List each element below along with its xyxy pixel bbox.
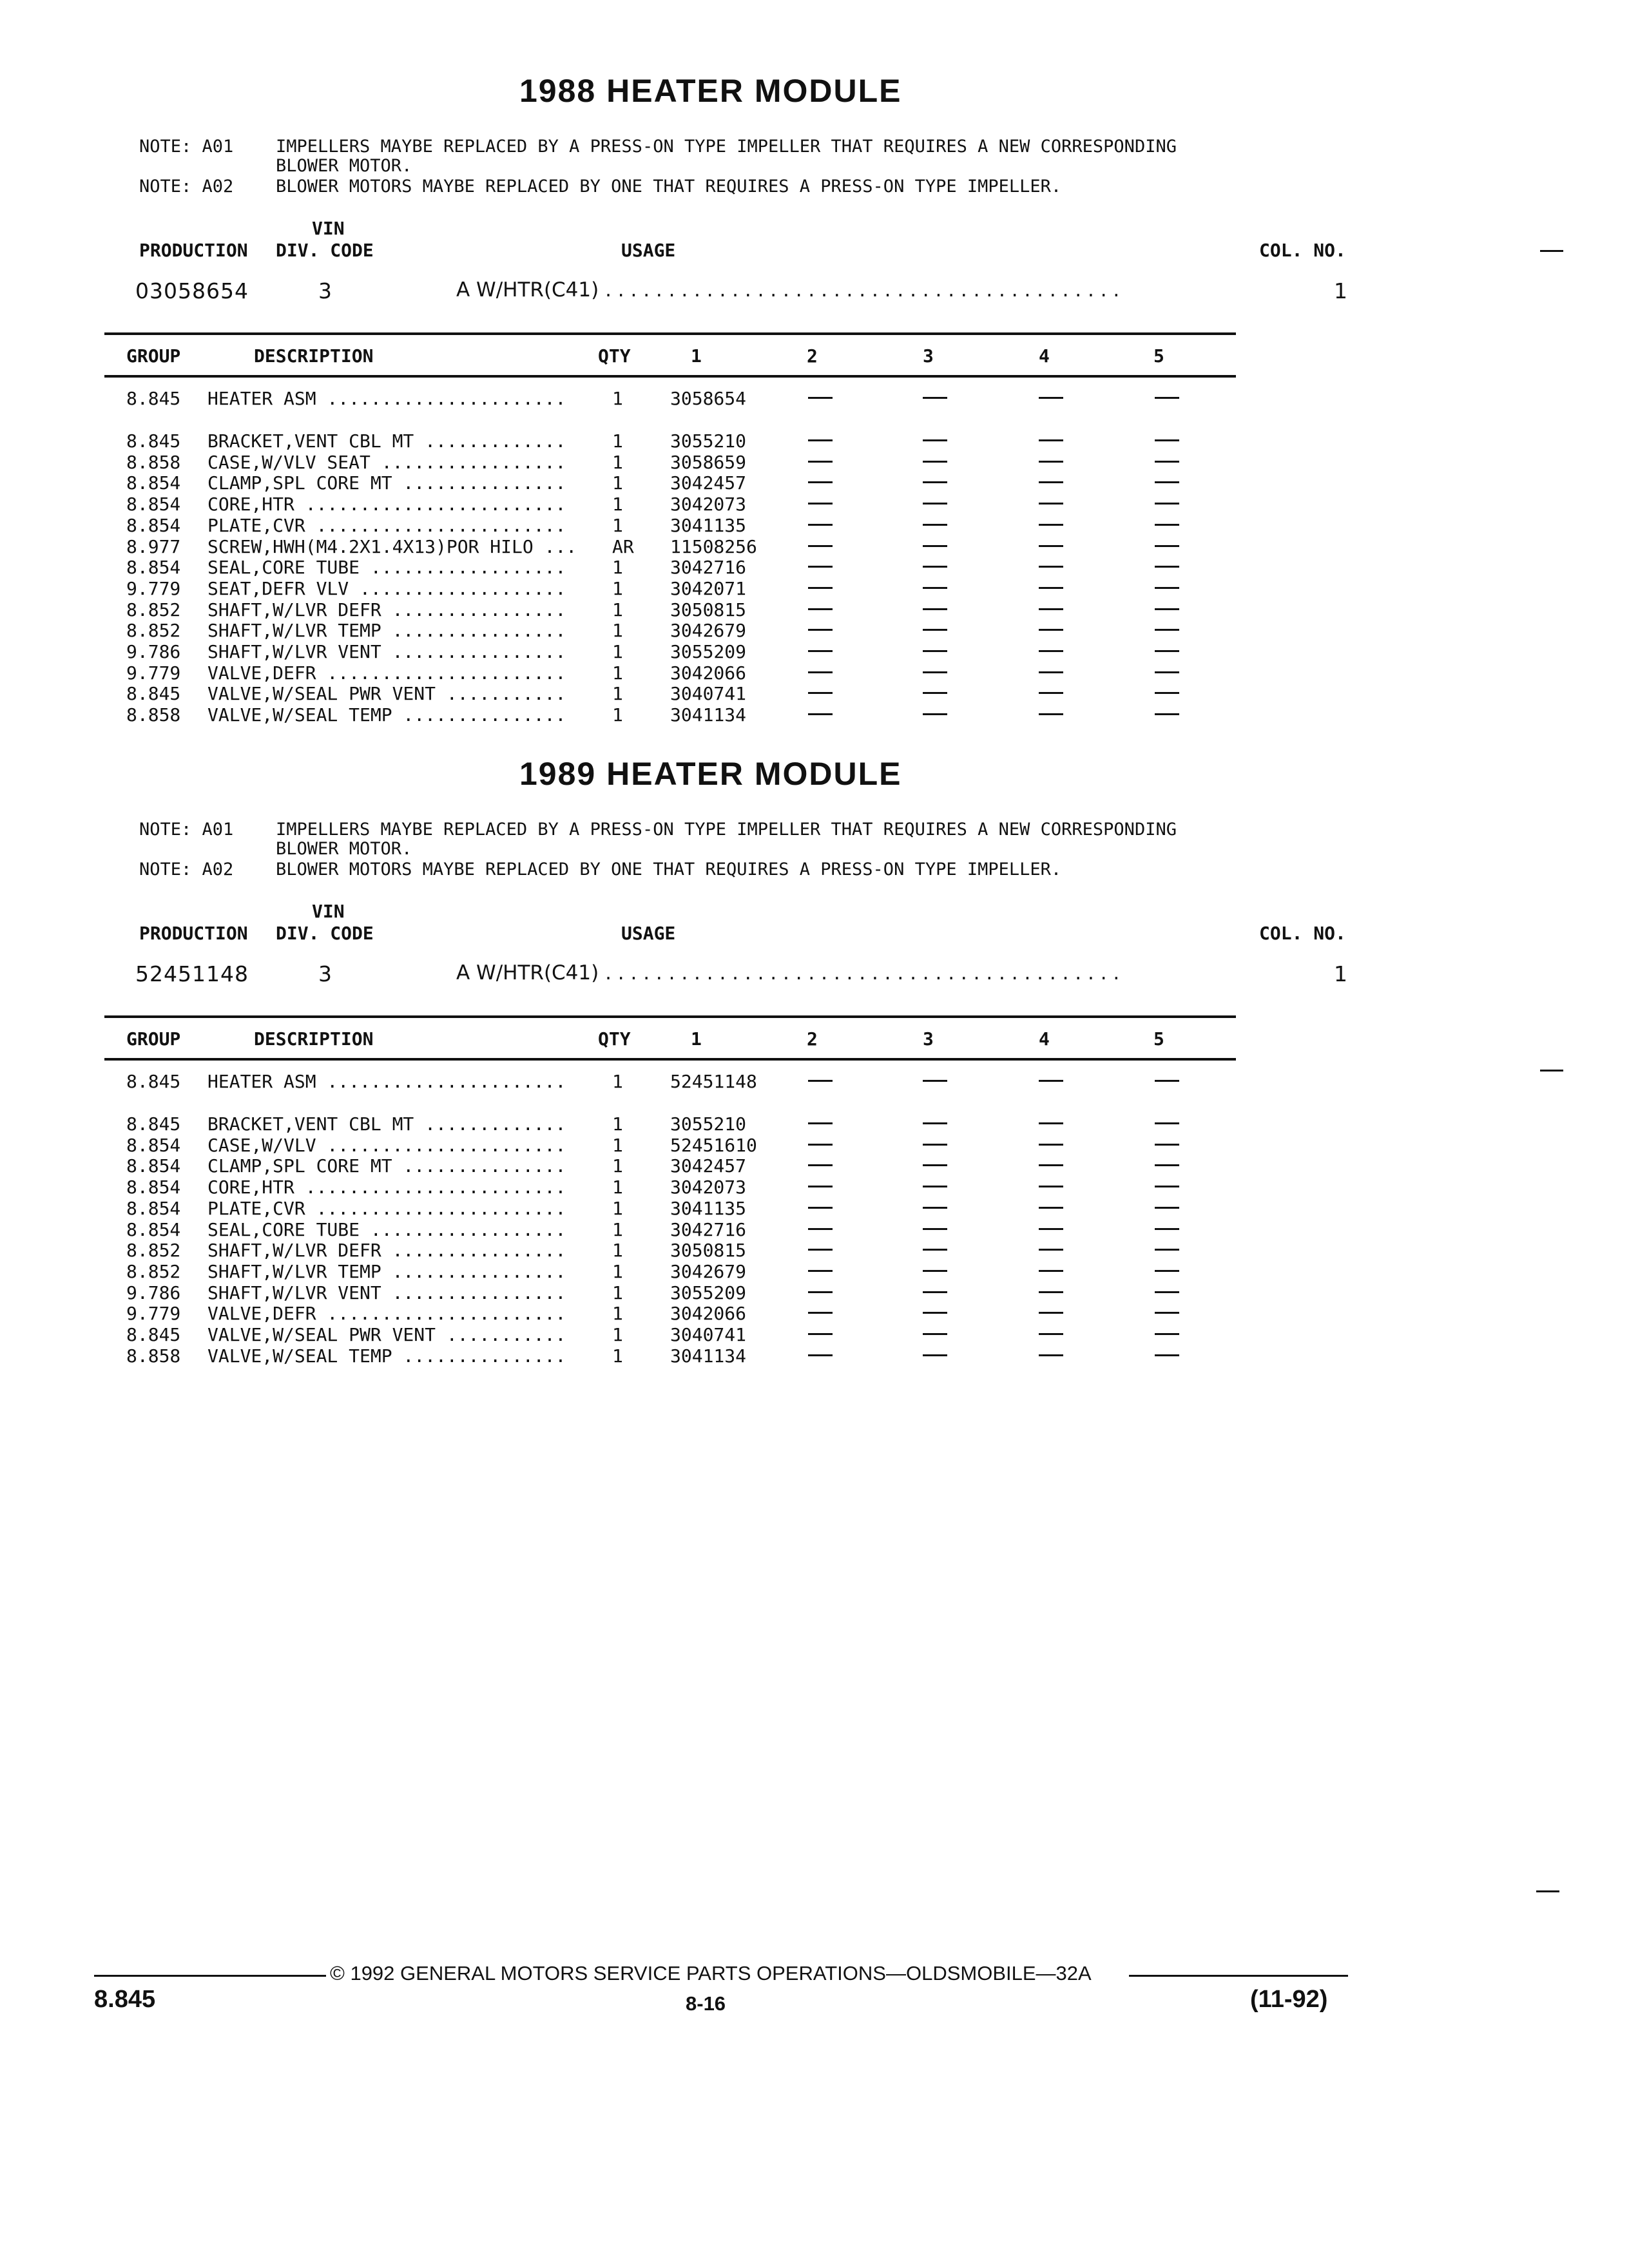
table-row-description: VALVE,W/SEAL TEMP ............... xyxy=(207,1345,566,1367)
col-header-group: GROUP xyxy=(126,1028,181,1050)
assembly-row-empty-col-2 xyxy=(808,397,833,399)
table-row-empty-col-4 xyxy=(1039,1270,1063,1272)
table-row-part-number: 3041135 xyxy=(670,515,747,536)
table-row-empty-col-5 xyxy=(1155,608,1179,610)
table-row-empty-col-4 xyxy=(1039,1291,1063,1293)
table-row-empty-col-5 xyxy=(1155,545,1179,547)
table-row-empty-col-4 xyxy=(1039,461,1063,463)
table-row-empty-col-4 xyxy=(1039,1354,1063,1356)
table-row-part-number: 3055209 xyxy=(670,641,747,662)
table-row-group: 8.845 xyxy=(126,1324,181,1345)
table-row-empty-col-2 xyxy=(808,1249,833,1251)
table-row-group: 9.786 xyxy=(126,641,181,662)
production-label: PRODUCTION xyxy=(139,240,248,261)
table-row-empty-col-4 xyxy=(1039,692,1063,694)
assembly-row-empty-col-2 xyxy=(808,1080,833,1082)
table-row-qty: 1 xyxy=(612,578,623,599)
table-row-empty-col-4 xyxy=(1039,1249,1063,1251)
table-row-empty-col-4 xyxy=(1039,629,1063,631)
table-row-description: SHAFT,W/LVR VENT ................ xyxy=(207,1282,566,1303)
table-row-empty-col-3 xyxy=(923,1354,947,1356)
table-row-group: 9.779 xyxy=(126,578,181,599)
table-row-group: 8.854 xyxy=(126,1135,181,1156)
table-row-description: SHAFT,W/LVR TEMP ................ xyxy=(207,1261,566,1282)
table-row-part-number: 3042073 xyxy=(670,1177,747,1198)
table-row-empty-col-5 xyxy=(1155,587,1179,589)
table-row-empty-col-4 xyxy=(1039,1186,1063,1187)
table-row-group: 8.854 xyxy=(126,494,181,515)
table-row-qty: 1 xyxy=(612,1282,623,1303)
table-row-empty-col-4 xyxy=(1039,608,1063,610)
table-row-description: SHAFT,W/LVR VENT ................ xyxy=(207,641,566,662)
table-row-empty-col-2 xyxy=(808,524,833,526)
table-row-empty-col-4 xyxy=(1039,650,1063,652)
table-row-empty-col-2 xyxy=(808,439,833,441)
note-text: BLOWER MOTORS MAYBE REPLACED BY ONE THAT REQUIRES A PRESS-ON TYPE IMPELLER. xyxy=(276,860,1062,879)
table-row-qty: 1 xyxy=(612,704,623,726)
table-row-part-number: 3041134 xyxy=(670,704,747,726)
table-row-group: 8.854 xyxy=(126,1177,181,1198)
usage-value: A W/HTR(C41) . . . . . . . . . . . . . . . . . . . . . . . . . . . . . . . . . . . . . . . . . xyxy=(456,278,1120,302)
assembly-row-empty-col-4 xyxy=(1039,1080,1063,1082)
table-row-empty-col-2 xyxy=(808,1144,833,1146)
table-row-empty-col-2 xyxy=(808,1164,833,1166)
table-row-part-number: 3055210 xyxy=(670,430,747,452)
table-row-part-number: 3042066 xyxy=(670,662,747,684)
table-row-qty: 1 xyxy=(612,662,623,684)
table-row-empty-col-2 xyxy=(808,713,833,715)
table-row-empty-col-5 xyxy=(1155,629,1179,631)
table-row-qty: 1 xyxy=(612,1261,623,1282)
table-header-rule xyxy=(104,1058,1236,1061)
assembly-row-group: 8.845 xyxy=(126,1071,181,1092)
table-row-group: 8.852 xyxy=(126,599,181,620)
assembly-row-qty: 1 xyxy=(612,1071,623,1092)
table-row-description: SEAT,DEFR VLV ................... xyxy=(207,578,566,599)
table-header-rule xyxy=(104,375,1236,378)
table-row-group: 8.854 xyxy=(126,1155,181,1177)
table-row-qty: 1 xyxy=(612,620,623,641)
table-row-group: 8.854 xyxy=(126,1198,181,1219)
assembly-row-part-number: 3058654 xyxy=(670,388,747,409)
table-row-empty-col-3 xyxy=(923,1144,947,1146)
production-number: 52451148 xyxy=(135,961,249,986)
table-row-qty: AR xyxy=(612,536,634,557)
table-row-description: SHAFT,W/LVR DEFR ................ xyxy=(207,599,566,620)
table-row-empty-col-3 xyxy=(923,1249,947,1251)
table-row-qty: 1 xyxy=(612,430,623,452)
table-row-empty-col-4 xyxy=(1039,1228,1063,1230)
note-tag: NOTE: A02 xyxy=(139,860,234,879)
table-row-qty: 1 xyxy=(612,452,623,473)
table-row-group: 8.852 xyxy=(126,1240,181,1261)
assembly-row-empty-col-3 xyxy=(923,397,947,399)
table-row-empty-col-5 xyxy=(1155,1186,1179,1187)
table-row-empty-col-4 xyxy=(1039,1312,1063,1314)
col-header-2: 2 xyxy=(807,345,818,367)
assembly-row-description: HEATER ASM ...................... xyxy=(207,1071,566,1092)
col-no-value: 1 xyxy=(1334,961,1348,986)
table-row-description: BRACKET,VENT CBL MT ............. xyxy=(207,430,566,452)
table-row-empty-col-5 xyxy=(1155,671,1179,673)
table-row-empty-col-5 xyxy=(1155,1122,1179,1124)
table-row-empty-col-4 xyxy=(1039,503,1063,505)
table-row-description: PLATE,CVR ....................... xyxy=(207,515,566,536)
table-row-empty-col-3 xyxy=(923,1312,947,1314)
table-row-part-number: 3042716 xyxy=(670,557,747,578)
note-tag: NOTE: A02 xyxy=(139,177,234,197)
table-row-part-number: 3042073 xyxy=(670,494,747,515)
table-row-group: 8.854 xyxy=(126,515,181,536)
table-row-description: VALVE,W/SEAL TEMP ............... xyxy=(207,704,566,726)
table-row-description: CLAMP,SPL CORE MT ............... xyxy=(207,472,566,494)
table-row-empty-col-3 xyxy=(923,439,947,441)
table-row-description: PLATE,CVR ....................... xyxy=(207,1198,566,1219)
col-header-2: 2 xyxy=(807,1028,818,1050)
table-row-qty: 1 xyxy=(612,494,623,515)
table-row-empty-col-3 xyxy=(923,671,947,673)
table-row-empty-col-5 xyxy=(1155,1228,1179,1230)
assembly-row-part-number: 52451148 xyxy=(670,1071,757,1092)
table-row-empty-col-4 xyxy=(1039,587,1063,589)
production-label: PRODUCTION xyxy=(139,923,248,944)
table-row-description: VALVE,W/SEAL PWR VENT ........... xyxy=(207,683,566,704)
col-header-5: 5 xyxy=(1153,345,1164,367)
table-row-empty-col-3 xyxy=(923,1270,947,1272)
table-row-empty-col-5 xyxy=(1155,1144,1179,1146)
table-row-part-number: 3040741 xyxy=(670,1324,747,1345)
table-row-empty-col-5 xyxy=(1155,1312,1179,1314)
table-row-part-number: 3040741 xyxy=(670,683,747,704)
table-row-group: 8.854 xyxy=(126,472,181,494)
table-row-empty-col-5 xyxy=(1155,481,1179,483)
table-row-qty: 1 xyxy=(612,1303,623,1324)
table-row-group: 8.854 xyxy=(126,557,181,578)
table-top-rule xyxy=(104,332,1236,335)
table-row-empty-col-4 xyxy=(1039,545,1063,547)
table-row-empty-col-2 xyxy=(808,1228,833,1230)
table-row-empty-col-3 xyxy=(923,566,947,568)
table-row-empty-col-5 xyxy=(1155,692,1179,694)
table-row-description: CLAMP,SPL CORE MT ............... xyxy=(207,1155,566,1177)
col-header-description: DESCRIPTION xyxy=(254,345,374,367)
table-row-part-number: 3042716 xyxy=(670,1219,747,1240)
footer-page-number: 8-16 xyxy=(686,1992,726,2015)
table-row-empty-col-2 xyxy=(808,629,833,631)
table-row-empty-col-2 xyxy=(808,566,833,568)
table-row-empty-col-4 xyxy=(1039,671,1063,673)
table-row-empty-col-2 xyxy=(808,1354,833,1356)
table-row-description: SHAFT,W/LVR TEMP ................ xyxy=(207,620,566,641)
table-row-empty-col-2 xyxy=(808,503,833,505)
table-row-empty-col-2 xyxy=(808,1291,833,1293)
table-row-empty-col-4 xyxy=(1039,1207,1063,1209)
table-row-part-number: 3042679 xyxy=(670,1261,747,1282)
note-text: IMPELLERS MAYBE REPLACED BY A PRESS-ON TYPE IMPELLER THAT REQUIRES A NEW CORRESPONDING xyxy=(276,137,1177,157)
table-row-empty-col-5 xyxy=(1155,439,1179,441)
table-row-empty-col-5 xyxy=(1155,1291,1179,1293)
col-no-value: 1 xyxy=(1334,278,1348,303)
table-row-empty-col-4 xyxy=(1039,1144,1063,1146)
table-row-part-number: 3050815 xyxy=(670,1240,747,1261)
div-code-label: DIV. CODE xyxy=(276,923,374,944)
table-row-empty-col-2 xyxy=(808,1312,833,1314)
col-header-description: DESCRIPTION xyxy=(254,1028,374,1050)
margin-tick xyxy=(1540,250,1563,252)
assembly-row-group: 8.845 xyxy=(126,388,181,409)
table-row-qty: 1 xyxy=(612,472,623,494)
note-text: BLOWER MOTORS MAYBE REPLACED BY ONE THAT REQUIRES A PRESS-ON TYPE IMPELLER. xyxy=(276,177,1062,197)
table-row-empty-col-3 xyxy=(923,1291,947,1293)
table-row-qty: 1 xyxy=(612,1155,623,1177)
table-row-group: 8.854 xyxy=(126,1219,181,1240)
table-row-empty-col-5 xyxy=(1155,1354,1179,1356)
table-row-empty-col-4 xyxy=(1039,713,1063,715)
table-row-empty-col-5 xyxy=(1155,566,1179,568)
table-row-qty: 1 xyxy=(612,1113,623,1135)
table-row-empty-col-3 xyxy=(923,713,947,715)
table-row-empty-col-5 xyxy=(1155,1207,1179,1209)
table-row-empty-col-3 xyxy=(923,461,947,463)
table-row-group: 8.858 xyxy=(126,704,181,726)
col-header-3: 3 xyxy=(923,1028,934,1050)
usage-value: A W/HTR(C41) . . . . . . . . . . . . . . . . . . . . . . . . . . . . . . . . . . . . . . . . . xyxy=(456,961,1120,985)
table-row-empty-col-4 xyxy=(1039,439,1063,441)
table-row-group: 8.852 xyxy=(126,1261,181,1282)
table-row-part-number: 3055210 xyxy=(670,1113,747,1135)
table-row-description: CASE,W/VLV ...................... xyxy=(207,1135,566,1156)
table-row-empty-col-3 xyxy=(923,1122,947,1124)
assembly-row-empty-col-3 xyxy=(923,1080,947,1082)
table-row-empty-col-3 xyxy=(923,1186,947,1187)
table-row-part-number: 3055209 xyxy=(670,1282,747,1303)
table-row-part-number: 3041135 xyxy=(670,1198,747,1219)
table-row-qty: 1 xyxy=(612,1219,623,1240)
table-row-qty: 1 xyxy=(612,1177,623,1198)
table-row-part-number: 3042071 xyxy=(670,578,747,599)
footer-rule-left xyxy=(94,1975,326,1977)
table-row-part-number: 11508256 xyxy=(670,536,757,557)
table-row-group: 8.858 xyxy=(126,1345,181,1367)
table-row-empty-col-2 xyxy=(808,1122,833,1124)
table-row-qty: 1 xyxy=(612,641,623,662)
table-row-description: SEAL,CORE TUBE .................. xyxy=(207,1219,566,1240)
note-text: IMPELLERS MAYBE REPLACED BY A PRESS-ON TYPE IMPELLER THAT REQUIRES A NEW CORRESPONDING xyxy=(276,820,1177,840)
div-code-label: DIV. CODE xyxy=(276,240,374,261)
table-row-qty: 1 xyxy=(612,599,623,620)
table-row-part-number: 3050815 xyxy=(670,599,747,620)
div-code-value: 3 xyxy=(318,961,333,986)
table-row-empty-col-4 xyxy=(1039,566,1063,568)
table-row-empty-col-4 xyxy=(1039,524,1063,526)
assembly-row-empty-col-5 xyxy=(1155,1080,1179,1082)
section-title: 1989 HEATER MODULE xyxy=(519,756,902,792)
table-row-empty-col-3 xyxy=(923,1207,947,1209)
table-row-part-number: 3042066 xyxy=(670,1303,747,1324)
table-row-empty-col-3 xyxy=(923,481,947,483)
vin-label: VIN xyxy=(312,218,345,239)
table-row-empty-col-5 xyxy=(1155,1249,1179,1251)
table-row-description: CORE,HTR ........................ xyxy=(207,1177,566,1198)
table-row-group: 8.845 xyxy=(126,430,181,452)
table-row-qty: 1 xyxy=(612,1135,623,1156)
note-text: BLOWER MOTOR. xyxy=(276,156,412,176)
table-row-part-number: 3042457 xyxy=(670,1155,747,1177)
table-row-empty-col-2 xyxy=(808,608,833,610)
table-row-group: 8.977 xyxy=(126,536,181,557)
table-row-empty-col-5 xyxy=(1155,524,1179,526)
table-row-empty-col-5 xyxy=(1155,1333,1179,1335)
table-row-empty-col-2 xyxy=(808,545,833,547)
table-row-empty-col-2 xyxy=(808,1207,833,1209)
table-row-empty-col-2 xyxy=(808,671,833,673)
table-row-qty: 1 xyxy=(612,1345,623,1367)
margin-tick xyxy=(1540,1070,1563,1072)
footer-group-number: 8.845 xyxy=(94,1986,156,2013)
production-number: 03058654 xyxy=(135,278,249,303)
table-row-group: 9.786 xyxy=(126,1282,181,1303)
table-row-empty-col-2 xyxy=(808,1186,833,1187)
table-row-group: 8.852 xyxy=(126,620,181,641)
table-row-description: SEAL,CORE TUBE .................. xyxy=(207,557,566,578)
table-row-empty-col-3 xyxy=(923,1333,947,1335)
table-row-group: 9.779 xyxy=(126,1303,181,1324)
table-row-empty-col-4 xyxy=(1039,481,1063,483)
assembly-row-qty: 1 xyxy=(612,388,623,409)
table-row-qty: 1 xyxy=(612,1198,623,1219)
table-row-empty-col-5 xyxy=(1155,650,1179,652)
col-no-label: COL. NO. xyxy=(1259,923,1346,944)
table-row-group: 8.845 xyxy=(126,683,181,704)
table-row-empty-col-2 xyxy=(808,1270,833,1272)
table-row-description: VALVE,DEFR ...................... xyxy=(207,662,566,684)
table-row-description: VALVE,W/SEAL PWR VENT ........... xyxy=(207,1324,566,1345)
table-row-empty-col-3 xyxy=(923,524,947,526)
table-row-empty-col-2 xyxy=(808,650,833,652)
table-top-rule xyxy=(104,1015,1236,1018)
div-code-value: 3 xyxy=(318,278,333,303)
table-row-part-number: 3042457 xyxy=(670,472,747,494)
col-header-qty: QTY xyxy=(598,1028,631,1050)
note-text: BLOWER MOTOR. xyxy=(276,839,412,859)
usage-label: USAGE xyxy=(621,240,676,261)
table-row-part-number: 3058659 xyxy=(670,452,747,473)
col-header-4: 4 xyxy=(1039,1028,1050,1050)
table-row-empty-col-2 xyxy=(808,461,833,463)
table-row-part-number: 52451610 xyxy=(670,1135,757,1156)
table-row-description: BRACKET,VENT CBL MT ............. xyxy=(207,1113,566,1135)
table-row-empty-col-5 xyxy=(1155,1270,1179,1272)
table-row-empty-col-3 xyxy=(923,1228,947,1230)
table-row-group: 8.858 xyxy=(126,452,181,473)
table-row-qty: 1 xyxy=(612,515,623,536)
table-row-empty-col-3 xyxy=(923,1164,947,1166)
table-row-empty-col-3 xyxy=(923,650,947,652)
assembly-row-empty-col-5 xyxy=(1155,397,1179,399)
table-row-description: CORE,HTR ........................ xyxy=(207,494,566,515)
table-row-empty-col-2 xyxy=(808,481,833,483)
table-row-empty-col-5 xyxy=(1155,1164,1179,1166)
table-row-empty-col-3 xyxy=(923,545,947,547)
note-tag: NOTE: A01 xyxy=(139,137,234,157)
assembly-row-empty-col-4 xyxy=(1039,397,1063,399)
footer-date: (11-92) xyxy=(1250,1986,1328,2013)
table-row-empty-col-4 xyxy=(1039,1333,1063,1335)
margin-tick xyxy=(1536,1890,1559,1892)
col-header-4: 4 xyxy=(1039,345,1050,367)
table-row-qty: 1 xyxy=(612,1240,623,1261)
col-header-qty: QTY xyxy=(598,345,631,367)
section-title: 1988 HEATER MODULE xyxy=(519,73,902,109)
table-row-empty-col-4 xyxy=(1039,1122,1063,1124)
table-row-empty-col-3 xyxy=(923,692,947,694)
table-row-empty-col-4 xyxy=(1039,1164,1063,1166)
col-header-group: GROUP xyxy=(126,345,181,367)
table-row-description: SCREW,HWH(M4.2X1.4X13)POR HILO ... xyxy=(207,536,577,557)
table-row-qty: 1 xyxy=(612,1324,623,1345)
table-row-qty: 1 xyxy=(612,683,623,704)
table-row-group: 9.779 xyxy=(126,662,181,684)
usage-label: USAGE xyxy=(621,923,676,944)
table-row-empty-col-5 xyxy=(1155,461,1179,463)
assembly-row-description: HEATER ASM ...................... xyxy=(207,388,566,409)
table-row-empty-col-5 xyxy=(1155,713,1179,715)
table-row-group: 8.845 xyxy=(126,1113,181,1135)
note-tag: NOTE: A01 xyxy=(139,820,234,840)
table-row-empty-col-3 xyxy=(923,629,947,631)
footer-rule-right xyxy=(1129,1975,1348,1977)
col-header-1: 1 xyxy=(691,1028,702,1050)
table-row-empty-col-3 xyxy=(923,503,947,505)
col-header-5: 5 xyxy=(1153,1028,1164,1050)
table-row-description: VALVE,DEFR ...................... xyxy=(207,1303,566,1324)
table-row-part-number: 3042679 xyxy=(670,620,747,641)
vin-label: VIN xyxy=(312,901,345,922)
table-row-description: CASE,W/VLV SEAT ................. xyxy=(207,452,566,473)
table-row-part-number: 3041134 xyxy=(670,1345,747,1367)
table-row-qty: 1 xyxy=(612,557,623,578)
table-row-empty-col-5 xyxy=(1155,503,1179,505)
table-row-empty-col-3 xyxy=(923,587,947,589)
table-row-empty-col-2 xyxy=(808,587,833,589)
col-no-label: COL. NO. xyxy=(1259,240,1346,261)
table-row-description: SHAFT,W/LVR DEFR ................ xyxy=(207,1240,566,1261)
table-row-empty-col-2 xyxy=(808,692,833,694)
table-row-empty-col-2 xyxy=(808,1333,833,1335)
table-row-empty-col-3 xyxy=(923,608,947,610)
col-header-3: 3 xyxy=(923,345,934,367)
footer-copyright: © 1992 GENERAL MOTORS SERVICE PARTS OPERATIONS—OLDSMOBILE—32A xyxy=(330,1962,1092,1984)
col-header-1: 1 xyxy=(691,345,702,367)
